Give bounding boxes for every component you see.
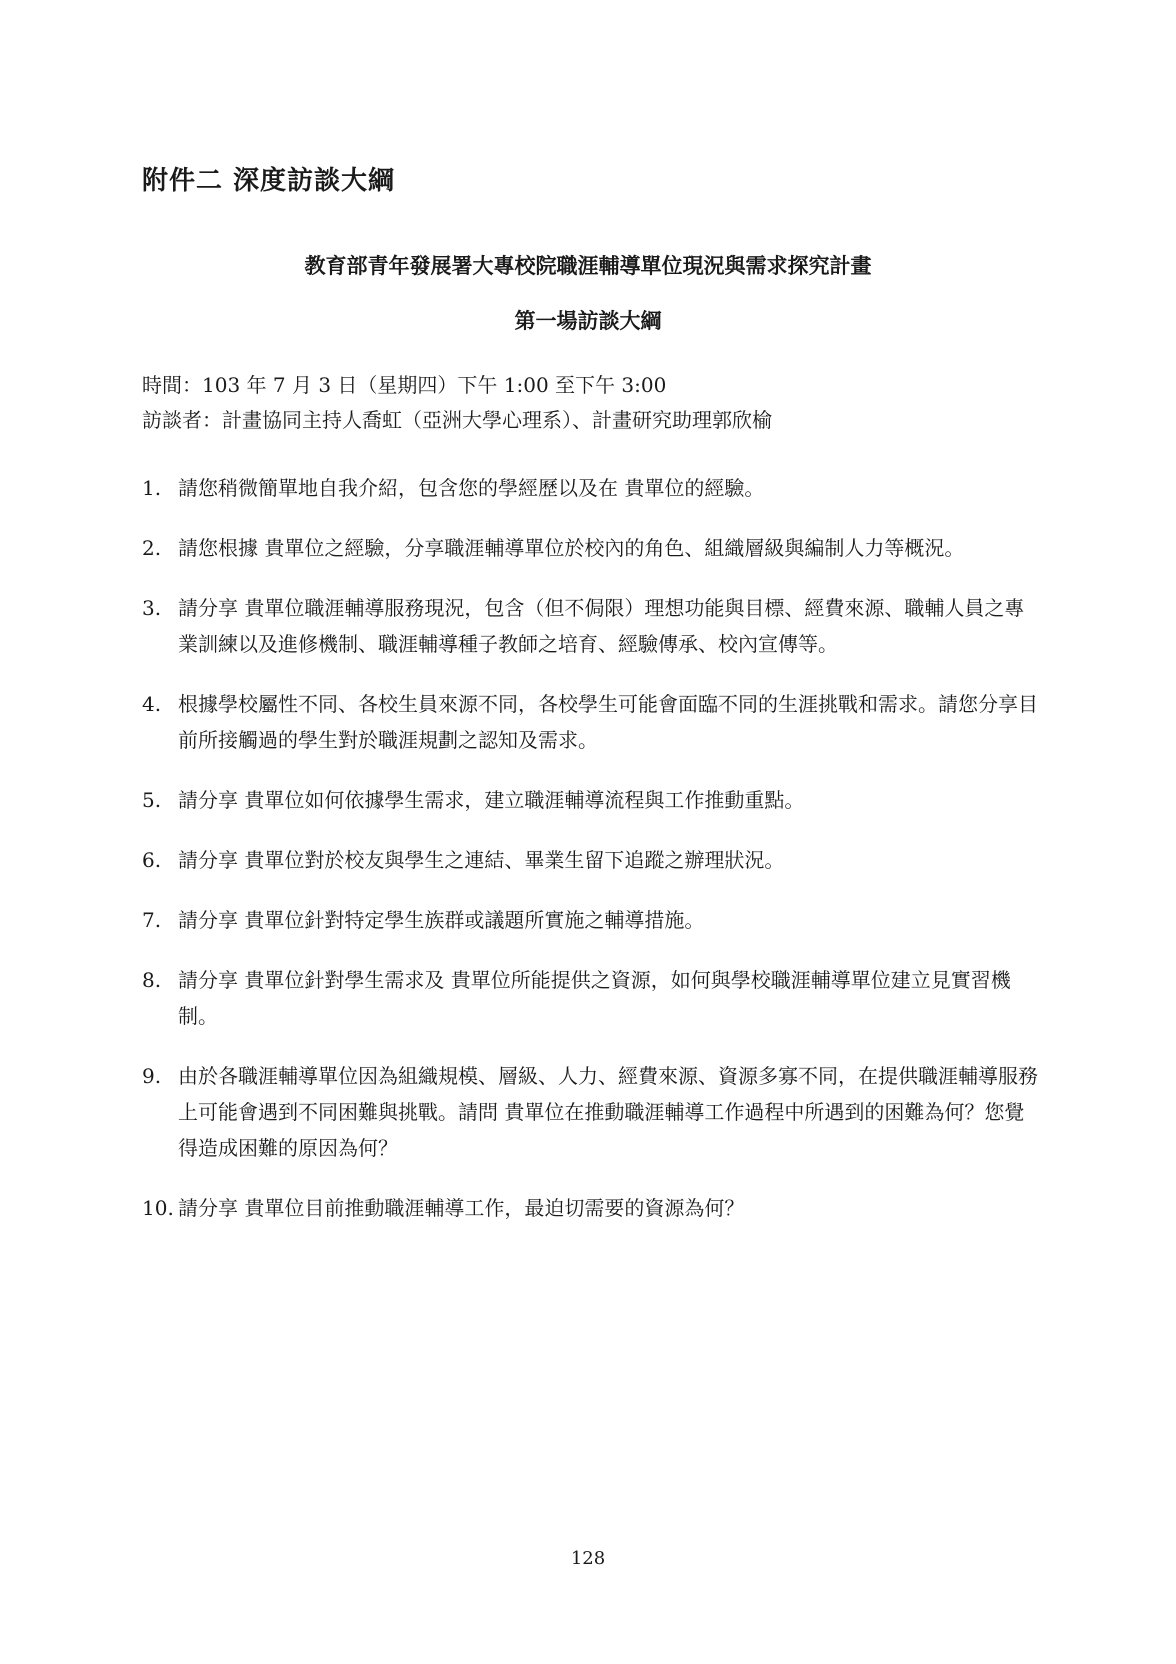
question-number: 9. <box>142 1064 162 1088</box>
question-item <box>142 470 1042 506</box>
question-text: 請分享 貴單位如何依據學生需求，建立職涯輔導流程與工作推動重點。 <box>178 788 805 812</box>
plan-title: 教育部青年發展署大專校院職涯輔導單位現況與需求探究計畫 <box>304 254 872 278</box>
question-text: 請您稍微簡單地自我介紹，包含您的學經歷以及在 貴單位的經驗。 <box>178 476 765 500</box>
question-text: 請分享 貴單位針對特定學生族群或議題所實施之輔導措施。 <box>178 908 705 932</box>
session-title: 第一場訪談大綱 <box>514 309 662 333</box>
question-number: 6. <box>142 848 162 872</box>
question-text: 請分享 貴單位職涯輔導服務現況，包含（但不侷限）理想功能與目標、經費來源、職輔人員之專業訓練以及進修機制、職涯輔導種子教師之培育、經驗傳承、校內宣傳等。 <box>178 596 1025 656</box>
question-number: 5. <box>142 788 162 812</box>
question-item <box>142 530 1042 566</box>
question-text: 請分享 貴單位針對學生需求及 貴單位所能提供之資源，如何與學校職涯輔導單位建立見實習機制。 <box>178 968 1011 1028</box>
question-item <box>142 962 1042 1034</box>
question-number: 4. <box>142 692 162 716</box>
question-item <box>142 1058 1042 1166</box>
question-number: 7. <box>142 908 162 932</box>
page-number: 128 <box>570 1548 606 1569</box>
question-item <box>142 842 1042 878</box>
question-text: 根據學校屬性不同、各校生員來源不同，各校學生可能會面臨不同的生涯挑戰和需求。請您分享目前所接觸過的學生對於職涯規劃之認知及需求。 <box>178 692 1038 752</box>
question-item <box>142 902 1042 938</box>
question-number: 3. <box>142 596 162 620</box>
question-number: 1. <box>142 476 162 500</box>
question-item <box>142 782 1042 818</box>
question-text: 請分享 貴單位對於校友與學生之連結、畢業生留下追蹤之辦理狀況。 <box>178 848 785 872</box>
interview-time: 時間：103 年 7 月 3 日（星期四）下午 1:00 至下午 3:00 <box>142 373 667 397</box>
question-number: 10. <box>142 1196 174 1220</box>
interviewers: 訪談者：計畫協同主持人喬虹（亞洲大學心理系）、計畫研究助理郭欣榆 <box>142 408 772 432</box>
question-list <box>142 470 1042 1250</box>
question-text: 由於各職涯輔導單位因為組織規模、層級、人力、經費來源、資源多寡不同，在提供職涯輔導服務上可能會遇到不同困難與挑戰。請問 貴單位在推動職涯輔導工作過程中所遇到的困難為何？您覺得造成困難的原因為何？ <box>178 1064 1038 1160</box>
question-item <box>142 1190 1042 1226</box>
question-item <box>142 590 1042 662</box>
question-number: 8. <box>142 968 162 992</box>
interview-meta <box>142 368 772 438</box>
question-text: 請您根據 貴單位之經驗，分享職涯輔導單位於校內的角色、組織層級與編制人力等概況。 <box>178 536 965 560</box>
question-item <box>142 686 1042 758</box>
question-number: 2. <box>142 536 162 560</box>
appendix-title: 附件二 深度訪談大綱 <box>142 166 396 196</box>
question-text: 請分享 貴單位目前推動職涯輔導工作，最迫切需要的資源為何？ <box>178 1196 745 1220</box>
